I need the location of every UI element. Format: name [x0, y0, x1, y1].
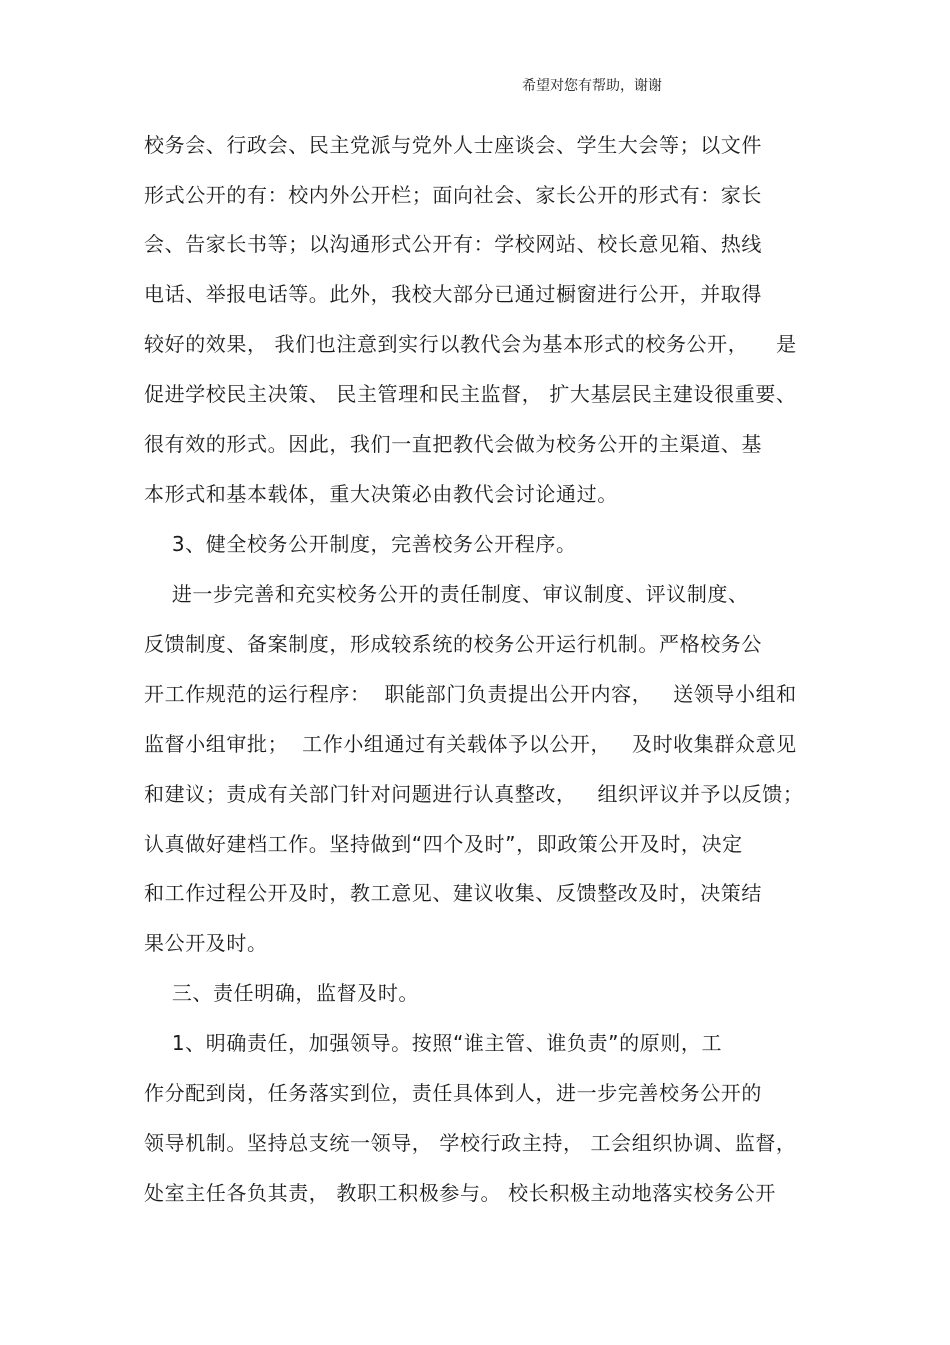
section-heading: 3、健全校务公开制度，完善校务公开程序。	[144, 532, 577, 556]
body-line: 果公开及时。	[144, 931, 268, 955]
body-line: 会、告家长书等；以沟通形式公开有：学校网站、校长意见箱、热线	[144, 232, 762, 256]
body-line: 反馈制度、备案制度，形成较系统的校务公开运行机制。严格校务公	[144, 632, 762, 656]
body-line: 和建议；责成有关部门针对问题进行认真整改， 组织评议并予以反馈；	[144, 782, 804, 806]
body-line: 较好的效果， 我们也注意到实行以教代会为基本形式的校务公开， 是	[144, 332, 797, 356]
body-line: 领导机制。坚持总支统一领导， 学校行政主持， 工会组织协调、监督，	[144, 1131, 797, 1155]
body-line: 本形式和基本载体，重大决策必由教代会讨论通过。	[144, 482, 618, 506]
body-line: 作分配到岗，任务落实到位，责任具体到人，进一步完善校务公开的	[144, 1081, 762, 1105]
body-line: 1、明确责任，加强领导。按照“谁主管、谁负责”的原则，工	[144, 1031, 723, 1055]
header-note: 希望对您有帮助，谢谢	[522, 78, 662, 94]
body-line: 进一步完善和充实校务公开的责任制度、审议制度、评议制度、	[144, 582, 749, 606]
body-line: 形式公开的有：校内外公开栏；面向社会、家长公开的形式有：家长	[144, 183, 762, 207]
body-line: 校务会、行政会、民主党派与党外人士座谈会、学生大会等；以文件	[144, 133, 762, 157]
body-line: 开工作规范的运行程序： 职能部门负责提出公开内容， 送领导小组和	[144, 682, 797, 706]
body-line: 认真做好建档工作。坚持做到“四个及时”，即政策公开及时，决定	[144, 832, 743, 856]
body-line: 很有效的形式。因此，我们一直把教代会做为校务公开的主渠道、基	[144, 432, 762, 456]
body-line: 电话、举报电话等。此外，我校大部分已通过橱窗进行公开，并取得	[144, 282, 762, 306]
body-line: 处室主任各负其责， 教职工积极参与。 校长积极主动地落实校务公开	[144, 1181, 776, 1205]
body-line: 促进学校民主决策、 民主管理和民主监督， 扩大基层民主建设很重要、	[144, 382, 797, 406]
body-line: 和工作过程公开及时，教工意见、建议收集、反馈整改及时，决策结	[144, 881, 762, 905]
section-heading: 三、责任明确，监督及时。	[144, 981, 420, 1005]
body-line: 监督小组审批； 工作小组通过有关载体予以公开， 及时收集群众意见	[144, 732, 797, 756]
